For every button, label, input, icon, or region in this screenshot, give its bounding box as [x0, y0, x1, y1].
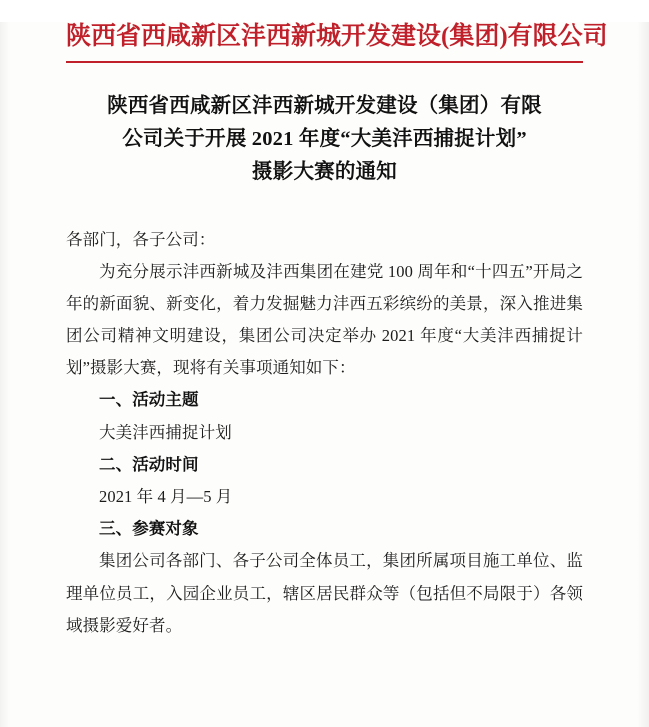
document-title-line-1: 陕西省西咸新区沣西新城开发建设（集团）有限 — [107, 95, 542, 117]
document-title-line-2: 公司关于开展 2021 年度“大美沣西捕捉计划” — [122, 128, 527, 151]
document-body — [66, 224, 583, 642]
masthead — [66, 22, 608, 63]
section-content-3: 集团公司各部门、各子公司全体员工，集团所属项目施工单位、监理单位员工，入园企业员工，辖区居民群众等（包括但不局限于）各领域摄影爱好者。 — [66, 551, 583, 635]
salutation: 各部门，各子公司： — [66, 229, 216, 249]
document-title-line-3: 摄影大赛的通知 — [252, 161, 397, 184]
document-page — [0, 22, 649, 727]
masthead-divider — [66, 61, 583, 63]
company-letterhead-title: 陕西省西咸新区沣西新城开发建设(集团)有限公司 — [66, 23, 608, 50]
section-heading-1: 一、活动主题 — [99, 390, 199, 410]
document-title — [66, 90, 583, 190]
section-content-1: 大美沣西捕捉计划 — [99, 422, 232, 442]
section-heading-2: 二、活动时间 — [99, 454, 199, 474]
section-content-2: 2021 年 4 月—5 月 — [99, 486, 233, 506]
section-heading-3: 三、参赛对象 — [99, 519, 199, 539]
intro-paragraph: 为充分展示沣西新城及沣西集团在建党 100 周年和“十四五”开局之年的新面貌、新变化，着力发掘魅力沣西五彩缤纷的美景，深入推进集团公司精神文明建设，集团公司决定举办 2021 年度“大美沣西捕捉计划”摄影大赛，现将有关事项通知如下： — [66, 261, 583, 378]
